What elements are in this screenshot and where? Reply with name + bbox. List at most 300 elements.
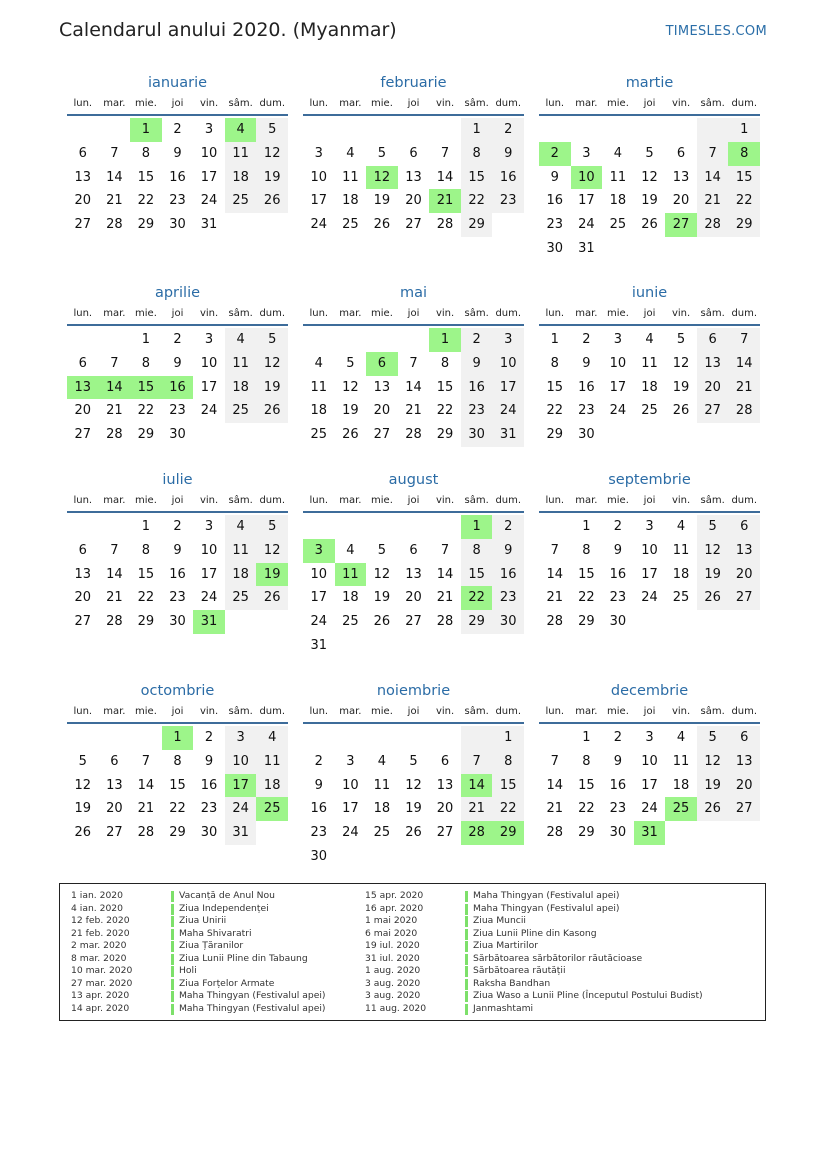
day-cell: 26 xyxy=(697,797,729,821)
holiday-name: Maha Thingyan (Festivalul apei) xyxy=(473,890,620,901)
day-cell: 1 xyxy=(582,730,591,745)
holiday-name: Sărbătoarea răutății xyxy=(473,965,566,976)
empty-cell xyxy=(335,118,367,142)
day-cell: 10 xyxy=(571,166,603,190)
day-cell: 28 xyxy=(546,614,564,630)
day-cell: 20 xyxy=(728,774,760,798)
month-name: decembrie xyxy=(610,683,689,699)
day-cell: 15 xyxy=(461,166,493,190)
day-cell: 31 xyxy=(310,637,328,653)
day-cell: 12 xyxy=(256,142,288,166)
day-cell: 15 xyxy=(137,169,155,185)
month-aprilie xyxy=(67,282,288,447)
day-cell: 11 xyxy=(335,563,367,587)
day-cell: 2 xyxy=(613,519,623,534)
day-cell: 16 xyxy=(609,566,627,582)
day-cell: 21 xyxy=(697,189,729,213)
day-cell: 3 xyxy=(492,328,524,352)
empty-cell xyxy=(461,845,493,869)
day-cell: 26 xyxy=(256,586,288,610)
day-cell: 9 xyxy=(613,753,623,769)
weekday-label: joi xyxy=(171,98,184,109)
day-cell: 12 xyxy=(697,539,729,563)
holiday-name: Ziua Lunii Pline din Tabaung xyxy=(179,952,308,964)
day-cell: 7 xyxy=(461,750,493,774)
day-cell: 12 xyxy=(672,355,690,371)
day-cell: 5 xyxy=(377,542,387,558)
empty-cell xyxy=(728,821,760,845)
holiday-marker xyxy=(171,904,174,915)
empty-cell xyxy=(571,118,603,142)
day-cell: 25 xyxy=(225,586,257,610)
day-cell: 6 xyxy=(366,352,398,376)
day-cell: 11 xyxy=(609,169,627,185)
empty-cell xyxy=(602,118,634,142)
day-cell: 28 xyxy=(546,825,564,841)
day-cell: 19 xyxy=(373,193,391,209)
holiday-name: Maha Shivaratri xyxy=(179,927,252,939)
day-cell: 21 xyxy=(137,801,155,817)
weekday-label: sâm. xyxy=(228,495,253,506)
day-cell: 11 xyxy=(310,379,328,395)
day-cell: 3 xyxy=(303,539,335,563)
day-cell: 24 xyxy=(200,403,218,419)
holiday-date: 27 mar. 2020 xyxy=(71,977,133,989)
day-cell: 24 xyxy=(310,614,328,630)
day-cell: 20 xyxy=(74,403,92,419)
day-cell: 11 xyxy=(373,777,391,793)
day-cell: 2 xyxy=(173,332,182,347)
day-cell: 16 xyxy=(310,801,328,817)
day-cell: 21 xyxy=(106,403,123,419)
day-grid xyxy=(303,515,524,658)
day-cell: 1 xyxy=(461,515,493,539)
weekday-label: dum. xyxy=(259,495,286,506)
day-cell: 28 xyxy=(106,427,123,443)
day-cell: 28 xyxy=(697,213,729,237)
day-cell: 28 xyxy=(106,217,123,233)
day-cell: 3 xyxy=(645,730,654,745)
empty-cell xyxy=(634,118,666,142)
day-cell: 6 xyxy=(409,542,418,558)
day-cell: 25 xyxy=(310,427,328,443)
day-cell: 10 xyxy=(225,750,257,774)
day-cell: 22 xyxy=(137,193,155,209)
month-iunie xyxy=(539,282,760,447)
day-cell: 14 xyxy=(106,566,123,582)
empty-cell xyxy=(67,726,99,750)
day-cell: 12 xyxy=(641,169,658,185)
day-cell: 29 xyxy=(436,427,454,443)
day-cell: 1 xyxy=(492,726,524,750)
empty-cell xyxy=(398,634,430,658)
holiday-name: Ziua Martirilor xyxy=(473,940,538,951)
day-cell: 13 xyxy=(728,539,760,563)
empty-cell xyxy=(256,821,288,845)
site-link[interactable]: TIMESLES.COM xyxy=(665,24,767,39)
day-cell: 10 xyxy=(342,777,359,793)
weekday-label: dum. xyxy=(731,98,758,109)
empty-cell xyxy=(398,845,430,869)
day-cell: 11 xyxy=(342,169,359,185)
day-cell: 27 xyxy=(74,614,92,630)
weekday-label: mar. xyxy=(339,706,362,717)
month-name: septembrie xyxy=(608,472,691,488)
day-cell: 1 xyxy=(582,519,591,534)
day-cell: 7 xyxy=(728,328,760,352)
day-cell: 15 xyxy=(578,777,595,793)
day-cell: 26 xyxy=(74,825,92,841)
weekday-header xyxy=(67,304,288,326)
empty-cell xyxy=(492,213,524,237)
weekday-header xyxy=(539,491,760,513)
holiday-name: Vacanță de Anul Nou xyxy=(179,890,275,901)
day-cell: 18 xyxy=(256,774,288,798)
day-cell: 14 xyxy=(436,169,454,185)
holiday-marker xyxy=(171,954,174,965)
day-cell: 20 xyxy=(405,590,422,606)
day-cell: 14 xyxy=(546,566,564,582)
day-cell: 17 xyxy=(310,193,328,209)
day-cell: 8 xyxy=(582,542,591,558)
weekday-label: vin. xyxy=(435,98,455,109)
day-cell: 5 xyxy=(409,753,418,769)
day-cell: 17 xyxy=(641,566,658,582)
weekday-label: dum. xyxy=(259,98,286,109)
weekday-label: lun. xyxy=(545,495,565,506)
empty-cell xyxy=(335,515,367,539)
day-cell: 21 xyxy=(436,590,454,606)
day-cell: 15 xyxy=(492,774,524,798)
weekday-label: mie. xyxy=(135,98,157,109)
day-cell: 21 xyxy=(106,193,123,209)
weekday-label: sâm. xyxy=(228,308,253,319)
empty-cell xyxy=(366,118,398,142)
day-cell: 18 xyxy=(342,193,359,209)
day-grid xyxy=(67,726,288,845)
day-grid xyxy=(539,328,760,447)
holiday-name: Ziua Unirii xyxy=(179,915,227,926)
weekday-label: lun. xyxy=(309,98,329,109)
day-cell: 12 xyxy=(74,777,92,793)
empty-cell xyxy=(728,423,760,447)
weekday-label: sâm. xyxy=(228,706,253,717)
empty-cell xyxy=(99,118,131,142)
day-cell: 10 xyxy=(641,542,658,558)
day-cell: 7 xyxy=(440,542,450,558)
day-cell: 1 xyxy=(162,726,194,750)
day-cell: 23 xyxy=(578,403,595,419)
day-cell: 4 xyxy=(225,118,257,142)
day-cell: 9 xyxy=(613,542,623,558)
holiday-date: 8 mar. 2020 xyxy=(71,952,127,964)
weekday-label: joi xyxy=(643,308,656,319)
day-cell: 18 xyxy=(672,777,690,793)
weekday-label: dum. xyxy=(259,308,286,319)
day-cell: 10 xyxy=(200,355,218,371)
day-cell: 7 xyxy=(550,542,559,558)
day-cell: 3 xyxy=(204,332,214,347)
weekday-header xyxy=(303,702,524,724)
day-cell: 7 xyxy=(550,753,559,769)
weekday-header xyxy=(539,702,760,724)
day-cell: 17 xyxy=(200,379,218,395)
day-cell: 7 xyxy=(409,355,418,371)
holiday-date: 31 iul. 2020 xyxy=(365,952,420,964)
empty-cell xyxy=(429,845,461,869)
day-cell: 22 xyxy=(436,403,454,419)
day-cell: 12 xyxy=(256,539,288,563)
day-cell: 5 xyxy=(697,515,729,539)
weekday-label: mar. xyxy=(103,706,126,717)
holiday-name: Ziua Independenței xyxy=(179,902,269,914)
day-cell: 11 xyxy=(225,142,257,166)
weekday-header xyxy=(303,491,524,513)
day-cell: 14 xyxy=(405,379,422,395)
weekday-label: vin. xyxy=(671,706,691,717)
day-cell: 8 xyxy=(728,142,760,166)
day-cell: 1 xyxy=(141,332,151,347)
day-cell: 22 xyxy=(728,189,760,213)
empty-cell xyxy=(634,237,666,261)
day-cell: 22 xyxy=(137,403,155,419)
day-cell: 9 xyxy=(461,352,493,376)
day-cell: 20 xyxy=(106,801,123,817)
empty-cell xyxy=(256,610,288,634)
weekday-label: dum. xyxy=(731,308,758,319)
weekday-label: sâm. xyxy=(700,706,725,717)
holiday-name: Ziua Waso a Lunii Pline (Începutul Postului Budist) xyxy=(473,990,703,1001)
day-cell: 9 xyxy=(550,169,559,185)
empty-cell xyxy=(665,118,697,142)
day-cell: 20 xyxy=(436,801,454,817)
day-cell: 6 xyxy=(409,145,418,161)
holiday-date: 16 apr. 2020 xyxy=(365,902,424,914)
day-cell: 25 xyxy=(609,217,627,233)
weekday-label: lun. xyxy=(309,706,329,717)
day-cell: 25 xyxy=(373,825,391,841)
day-grid xyxy=(539,726,760,845)
day-cell: 19 xyxy=(672,379,690,395)
holiday-marker xyxy=(171,979,174,990)
day-cell: 6 xyxy=(728,515,760,539)
day-cell: 19 xyxy=(405,801,422,817)
day-cell: 1 xyxy=(550,332,559,347)
day-cell: 3 xyxy=(645,519,654,534)
day-cell: 21 xyxy=(405,403,422,419)
day-cell: 19 xyxy=(697,774,729,798)
day-cell: 20 xyxy=(74,193,92,209)
day-cell: 20 xyxy=(373,403,391,419)
weekday-label: vin. xyxy=(435,706,455,717)
day-cell: 31 xyxy=(492,423,524,447)
holiday-marker xyxy=(465,891,468,902)
day-cell: 23 xyxy=(492,586,524,610)
day-cell: 7 xyxy=(110,145,119,161)
weekday-header xyxy=(67,94,288,116)
weekday-label: sâm. xyxy=(464,495,489,506)
day-cell: 28 xyxy=(106,614,123,630)
empty-cell xyxy=(67,118,99,142)
day-cell: 4 xyxy=(346,145,355,161)
day-cell: 25 xyxy=(256,797,288,821)
day-cell: 13 xyxy=(697,352,729,376)
day-cell: 3 xyxy=(314,145,323,161)
empty-cell xyxy=(256,423,288,447)
empty-cell xyxy=(366,328,398,352)
day-cell: 19 xyxy=(641,193,658,209)
day-cell: 29 xyxy=(492,821,524,845)
weekday-label: joi xyxy=(171,495,184,506)
empty-cell xyxy=(303,118,335,142)
day-grid xyxy=(303,726,524,869)
day-cell: 29 xyxy=(461,610,493,634)
day-cell: 2 xyxy=(173,519,182,534)
day-cell: 1 xyxy=(728,118,760,142)
day-cell: 28 xyxy=(461,821,493,845)
empty-cell xyxy=(335,328,367,352)
day-cell: 4 xyxy=(676,519,686,534)
day-cell: 10 xyxy=(641,753,658,769)
month-februarie xyxy=(303,72,524,237)
day-cell: 18 xyxy=(373,801,391,817)
holiday-date: 2 mar. 2020 xyxy=(71,940,127,951)
empty-cell xyxy=(398,328,430,352)
day-cell: 5 xyxy=(676,332,686,347)
day-cell: 13 xyxy=(106,777,123,793)
weekday-label: vin. xyxy=(199,706,219,717)
weekday-label: vin. xyxy=(435,495,455,506)
day-cell: 14 xyxy=(728,352,760,376)
empty-cell xyxy=(303,328,335,352)
month-name: iunie xyxy=(631,285,668,301)
day-cell: 30 xyxy=(169,614,186,630)
day-cell: 9 xyxy=(173,355,182,371)
day-cell: 1 xyxy=(141,519,151,534)
day-cell: 23 xyxy=(546,217,564,233)
weekday-label: sâm. xyxy=(464,98,489,109)
day-cell: 24 xyxy=(578,217,595,233)
holiday-date: 12 feb. 2020 xyxy=(71,915,130,926)
holiday-marker xyxy=(171,929,174,940)
weekday-label: mie. xyxy=(607,495,629,506)
empty-cell xyxy=(366,515,398,539)
day-cell: 13 xyxy=(436,777,454,793)
day-grid xyxy=(303,118,524,237)
day-cell: 2 xyxy=(461,328,493,352)
day-cell: 23 xyxy=(609,590,627,606)
day-cell: 29 xyxy=(169,825,186,841)
day-cell: 30 xyxy=(169,217,186,233)
holiday-name: Maha Thingyan (Festivalul apei) xyxy=(179,1002,326,1014)
empty-cell xyxy=(539,118,571,142)
holiday-name: Ziua Țăranilor xyxy=(179,940,244,951)
day-cell: 8 xyxy=(461,539,493,563)
holiday-date: 15 apr. 2020 xyxy=(365,890,424,901)
empty-cell xyxy=(697,610,729,634)
empty-cell xyxy=(398,726,430,750)
weekday-label: lun. xyxy=(545,706,565,717)
empty-cell xyxy=(461,634,493,658)
day-cell: 16 xyxy=(546,193,564,209)
day-cell: 21 xyxy=(546,801,564,817)
day-cell: 8 xyxy=(141,542,151,558)
weekday-label: vin. xyxy=(199,308,219,319)
day-cell: 27 xyxy=(405,614,422,630)
day-cell: 11 xyxy=(225,539,257,563)
weekday-label: lun. xyxy=(545,98,565,109)
holiday-name: Maha Thingyan (Festivalul apei) xyxy=(179,990,326,1001)
day-cell: 9 xyxy=(173,145,182,161)
day-cell: 9 xyxy=(492,539,524,563)
day-cell: 13 xyxy=(373,379,391,395)
holiday-marker xyxy=(171,941,174,952)
day-cell: 25 xyxy=(225,189,257,213)
empty-cell xyxy=(728,610,760,634)
day-cell: 4 xyxy=(225,515,257,539)
empty-cell xyxy=(99,726,131,750)
empty-cell xyxy=(665,423,697,447)
weekday-label: lun. xyxy=(309,308,329,319)
day-cell: 24 xyxy=(609,403,627,419)
empty-cell xyxy=(461,726,493,750)
day-cell: 12 xyxy=(366,166,398,190)
day-cell: 22 xyxy=(169,801,186,817)
day-cell: 27 xyxy=(436,825,454,841)
empty-cell xyxy=(335,634,367,658)
day-cell: 17 xyxy=(225,774,257,798)
day-cell: 6 xyxy=(697,328,729,352)
day-cell: 4 xyxy=(613,145,623,161)
day-cell: 9 xyxy=(314,777,323,793)
weekday-label: lun. xyxy=(73,308,93,319)
weekday-label: joi xyxy=(171,308,184,319)
day-cell: 20 xyxy=(697,376,729,400)
day-cell: 28 xyxy=(436,217,454,233)
day-cell: 20 xyxy=(728,563,760,587)
day-cell: 29 xyxy=(461,213,493,237)
day-cell: 14 xyxy=(99,376,131,400)
month-octombrie xyxy=(67,680,288,845)
day-cell: 3 xyxy=(204,122,214,137)
weekday-label: mie. xyxy=(371,495,393,506)
holiday-marker xyxy=(465,1004,468,1015)
empty-cell xyxy=(67,328,99,352)
day-cell: 22 xyxy=(578,801,595,817)
day-cell: 2 xyxy=(204,730,214,745)
day-cell: 2 xyxy=(492,515,524,539)
day-cell: 26 xyxy=(373,217,391,233)
day-cell: 6 xyxy=(78,145,87,161)
day-cell: 4 xyxy=(676,730,686,745)
day-cell: 26 xyxy=(697,586,729,610)
day-cell: 17 xyxy=(200,566,218,582)
day-cell: 15 xyxy=(461,563,493,587)
weekday-label: mar. xyxy=(339,495,362,506)
day-cell: 5 xyxy=(346,355,355,371)
weekday-label: lun. xyxy=(73,495,93,506)
holiday-date: 14 apr. 2020 xyxy=(71,1002,130,1014)
empty-cell xyxy=(366,726,398,750)
day-cell: 5 xyxy=(78,753,87,769)
day-cell: 13 xyxy=(405,169,422,185)
day-cell: 27 xyxy=(373,427,391,443)
day-cell: 16 xyxy=(492,166,524,190)
day-cell: 16 xyxy=(162,376,194,400)
day-cell: 9 xyxy=(582,355,591,371)
holiday-name: Sărbătoarea sărbătorilor răutăcioase xyxy=(473,952,643,964)
month-name: noiembrie xyxy=(376,683,451,699)
